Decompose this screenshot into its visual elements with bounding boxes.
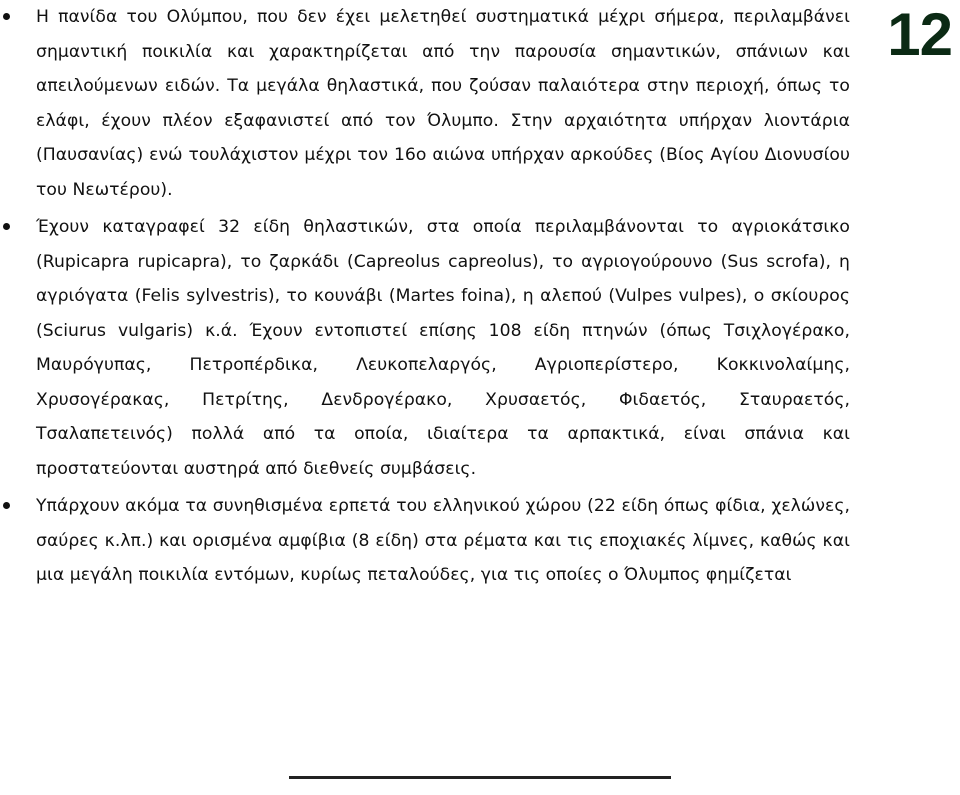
bullet-dot-icon (3, 13, 10, 20)
footer-divider (289, 776, 671, 779)
bullet-item (0, 489, 850, 593)
bullet-dot-icon (3, 223, 10, 230)
bullet-text: Έχουν καταγραφεί 32 είδη θηλαστικών, στα οποία περιλαμβάνονται το αγριοκάτσικο (Rupicapra rupicapra), το ζαρκάδι (Capreolus capreolus), το αγριογούρουνο (Sus scrofa), η αγριόγατα (Felis sylvestris), το κουνάβι (Martes foina), η αλεπού (Vulpes vulpes), ο σκίουρος (Sciurus vulgaris) κ.ά. Έχουν εντοπιστεί επίσης 108 είδη πτηνών (όπως Τσιχλογέρακο, Μαυρόγυπας, Πετροπέρδικα, Λευκοπελαργός, Αγριοπερίστερο, Κοκκινολαίμης, Χρυσογέρακας, Πετρίτης, Δενδρογέρακο, Χρυσαετός, Φιδαετός, Σταυραετός, Τσαλαπετεινός) πολλά από τα οποία, ιδιαίτερα τα αρπακτικά, είναι σπάνια και προστατεύονται αυστηρά από διεθνείς συμβάσεις. (36, 217, 850, 479)
bullet-text: Η πανίδα του Ολύμπου, που δεν έχει μελετηθεί συστηματικά μέχρι σήμερα, περιλαμβάνει σημαντική ποικιλία και χαρακτηρίζεται από την παρουσία σημαντικών, σπάνιων και απειλούμενων ειδών. Τα μεγάλα θηλαστικά, που ζούσαν παλαιότερα στην περιοχή, όπως το ελάφι, έχουν πλέον εξαφανιστεί από τον Όλυμπο. Στην αρχαιότητα υπήρχαν λιοντάρια (Παυσανίας) ενώ τουλάχιστον μέχρι τον 16ο αιώνα υπήρχαν αρκούδες (Βίος Αγίου Διονυσίου του Νεωτέρου). (36, 7, 850, 200)
bullet-text: Υπάρχουν ακόμα τα συνηθισμένα ερπετά του ελληνικού χώρου (22 είδη όπως φίδια, χελώνες, σαύρες κ.λπ.) και ορισμένα αμφίβια (8 είδη) στα ρέματα και τις εποχιακές λίμνες, καθώς και μια μεγάλη ποικιλία εντόμων, κυρίως πεταλούδες, για τις οποίες ο Όλυμπος φημίζεται (36, 496, 850, 585)
page-number: 12 (887, 1, 952, 68)
bullet-item (0, 210, 850, 486)
bullet-dot-icon (3, 502, 10, 509)
bullet-item (0, 0, 850, 207)
